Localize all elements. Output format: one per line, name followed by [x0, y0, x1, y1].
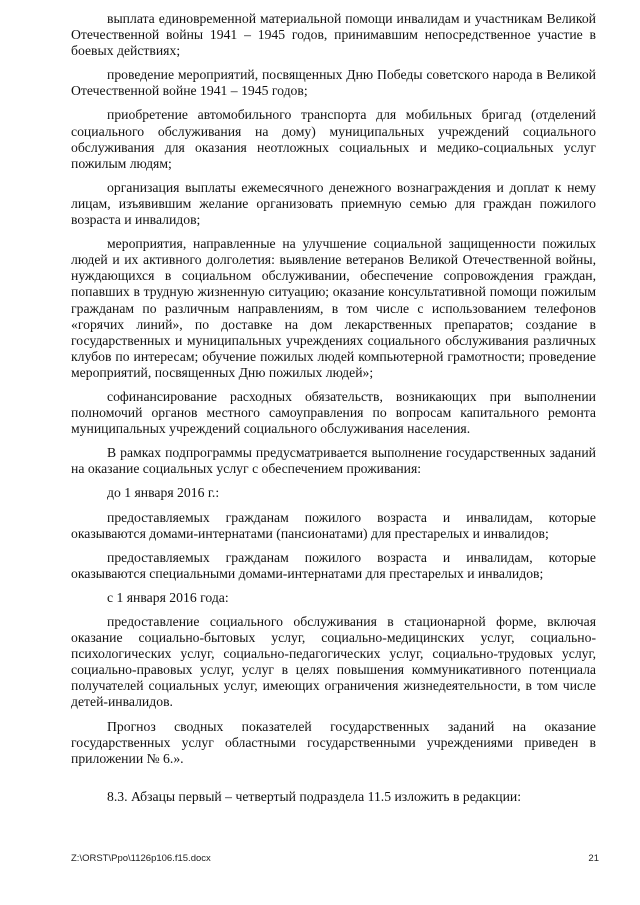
paragraph-cofinancing: софинансирование расходных обязательств, возникающих при выполнении полномочий органов местного самоуправления по вопросам капитального ремонта муниципальных учреждений социального обслуживания населения. — [71, 388, 596, 437]
footer-file-path: Z:\ORST\Ppo\1126p106.f15.docx — [71, 853, 211, 864]
paragraph-before-2016: до 1 января 2016 г.: — [107, 485, 220, 501]
paragraph-section-8-3: 8.3. Абзацы первый – четвертый подраздела 11.5 изложить в редакции: — [107, 788, 522, 804]
paragraph-state-tasks: В рамках подпрограммы предусматривается выполнение государственных заданий на оказание социальных услуг с обеспечением проживания: — [71, 445, 596, 477]
paragraph-social-protection: мероприятия, направленные на улучшение социальной защищенности пожилых людей и их активного долголетия: выявление ветеранов Великой Отечественной войны, нуждающихся в социальном обслуживании, обеспечение сопровождения граждан, попавших в трудную жизненную ситуацию; оказание консультативной помощи пожилым гражданам по различным направлениям, в том числе с использованием телефонов «горячих линий», по доставке на дом лекарственных препаратов; создание в государственных и муниципальных учреждениях социального обслуживания различных клубов по интересам; обучение пожилых людей компьютерной грамотности; проведение мероприятий, посвященных Дню пожилых людей»; — [71, 236, 596, 380]
paragraph-vehicles: приобретение автомобильного транспорта для мобильных бригад (отделений социального обслуживания на дому) муниципальных учреждений социального обслуживания для оказания неотложных социальных и медико-социальных услуг пожилым людям; — [71, 107, 596, 171]
paragraph-foster-family: организация выплаты ежемесячного денежного вознаграждения и доплат к нему лицам, изъявившим желание организовать приемную семью для граждан пожилого возраста и инвалидов; — [71, 179, 596, 228]
paragraph-material-aid: выплата единовременной материальной помощи инвалидам и участникам Великой Отечественной войны 1941 – 1945 годов, принимавшим непосредственное участие в боевых действиях; — [71, 11, 596, 59]
paragraph-inpatient-service: предоставление социального обслуживания в стационарной форме, включая оказание социально-бытовых услуг, социально-медицинских услуг, социально-психологических услуг, социально-педагогических услуг, социально-трудовых услуг, социально-правовых услуг, услуг в целях повышения коммуникативного потенциала получателей социальных услуг, имеющих ограничения жизнедеятельности, в том числе детей-инвалидов. — [71, 614, 596, 710]
paragraph-from-2016: с 1 января 2016 года: — [107, 589, 229, 605]
paragraph-special-homes: предоставляемых гражданам пожилого возраста и инвалидам, которые оказываются специальными домами-интернатами для престарелых и инвалидов; — [71, 549, 596, 581]
document-body — [71, 11, 596, 805]
footer-page-number: 21 — [588, 853, 599, 864]
paragraph-boarding-homes: предоставляемых гражданам пожилого возраста и инвалидам, которые оказываются домами-интернатами (пансионатами) для престарелых и инвалидов; — [71, 509, 596, 541]
paragraph-forecast: Прогноз сводных показателей государственных заданий на оказание государственных услуг областными государственными учреждениями приведен в приложении № 6.». — [71, 718, 596, 766]
paragraph-victory-day: проведение мероприятий, посвященных Дню Победы советского народа в Великой Отечественной войне 1941 – 1945 годов; — [71, 67, 596, 99]
